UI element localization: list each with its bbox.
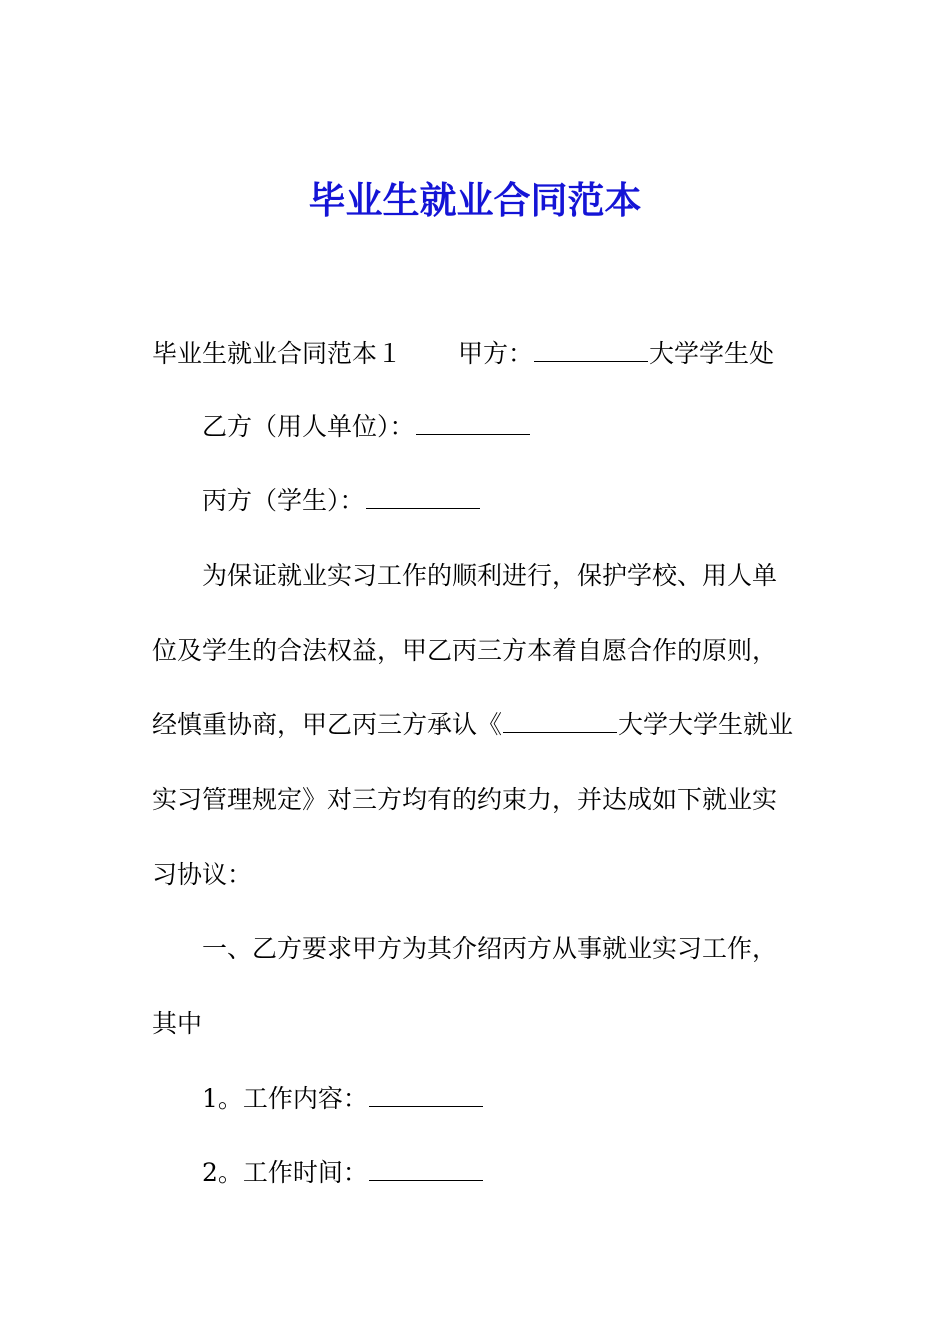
party-c-label: 丙方（学生）： [202,486,365,515]
paragraph-text: 大学大学生就业 [618,710,794,739]
paragraph-line [152,707,793,743]
party-b-label: 乙方（用人单位）： [202,412,415,441]
party-a-blank [534,341,648,362]
item-label: 1。工作内容： [202,1084,368,1113]
item-work-time [202,1155,484,1191]
paragraph-line: 位及学生的合法权益，甲乙丙三方本着自愿合作的原则， [152,636,778,665]
paragraph-line: 为保证就业实习工作的顺利进行，保护学校、用人单 [202,561,778,590]
paragraph-line: 实习管理规定》对三方均有的约束力，并达成如下就业实 [152,785,778,814]
party-a-label: 甲方： [458,339,534,368]
document-title: 毕业生就业合同范本 [308,179,642,222]
contract-heading: 毕业生就业合同范本１ [152,339,403,368]
work-time-blank [369,1160,483,1181]
paragraph-text: 经慎重协商，甲乙丙三方承认《 [152,710,503,739]
university-blank [503,712,617,733]
section-line: 一、乙方要求甲方为其介绍丙方从事就业实习工作， [202,934,778,963]
work-content-blank [369,1086,483,1107]
party-b-blank [416,414,530,435]
party-b-line [202,409,531,445]
item-label: 2。工作时间： [202,1158,368,1187]
party-c-blank [366,488,480,509]
contract-heading-line [152,336,774,372]
item-work-content [202,1081,484,1117]
paragraph-line: 习协议： [152,860,253,889]
party-a-suffix: 大学学生处 [649,339,775,368]
section-line: 其中 [152,1009,203,1038]
party-c-line [202,483,481,519]
